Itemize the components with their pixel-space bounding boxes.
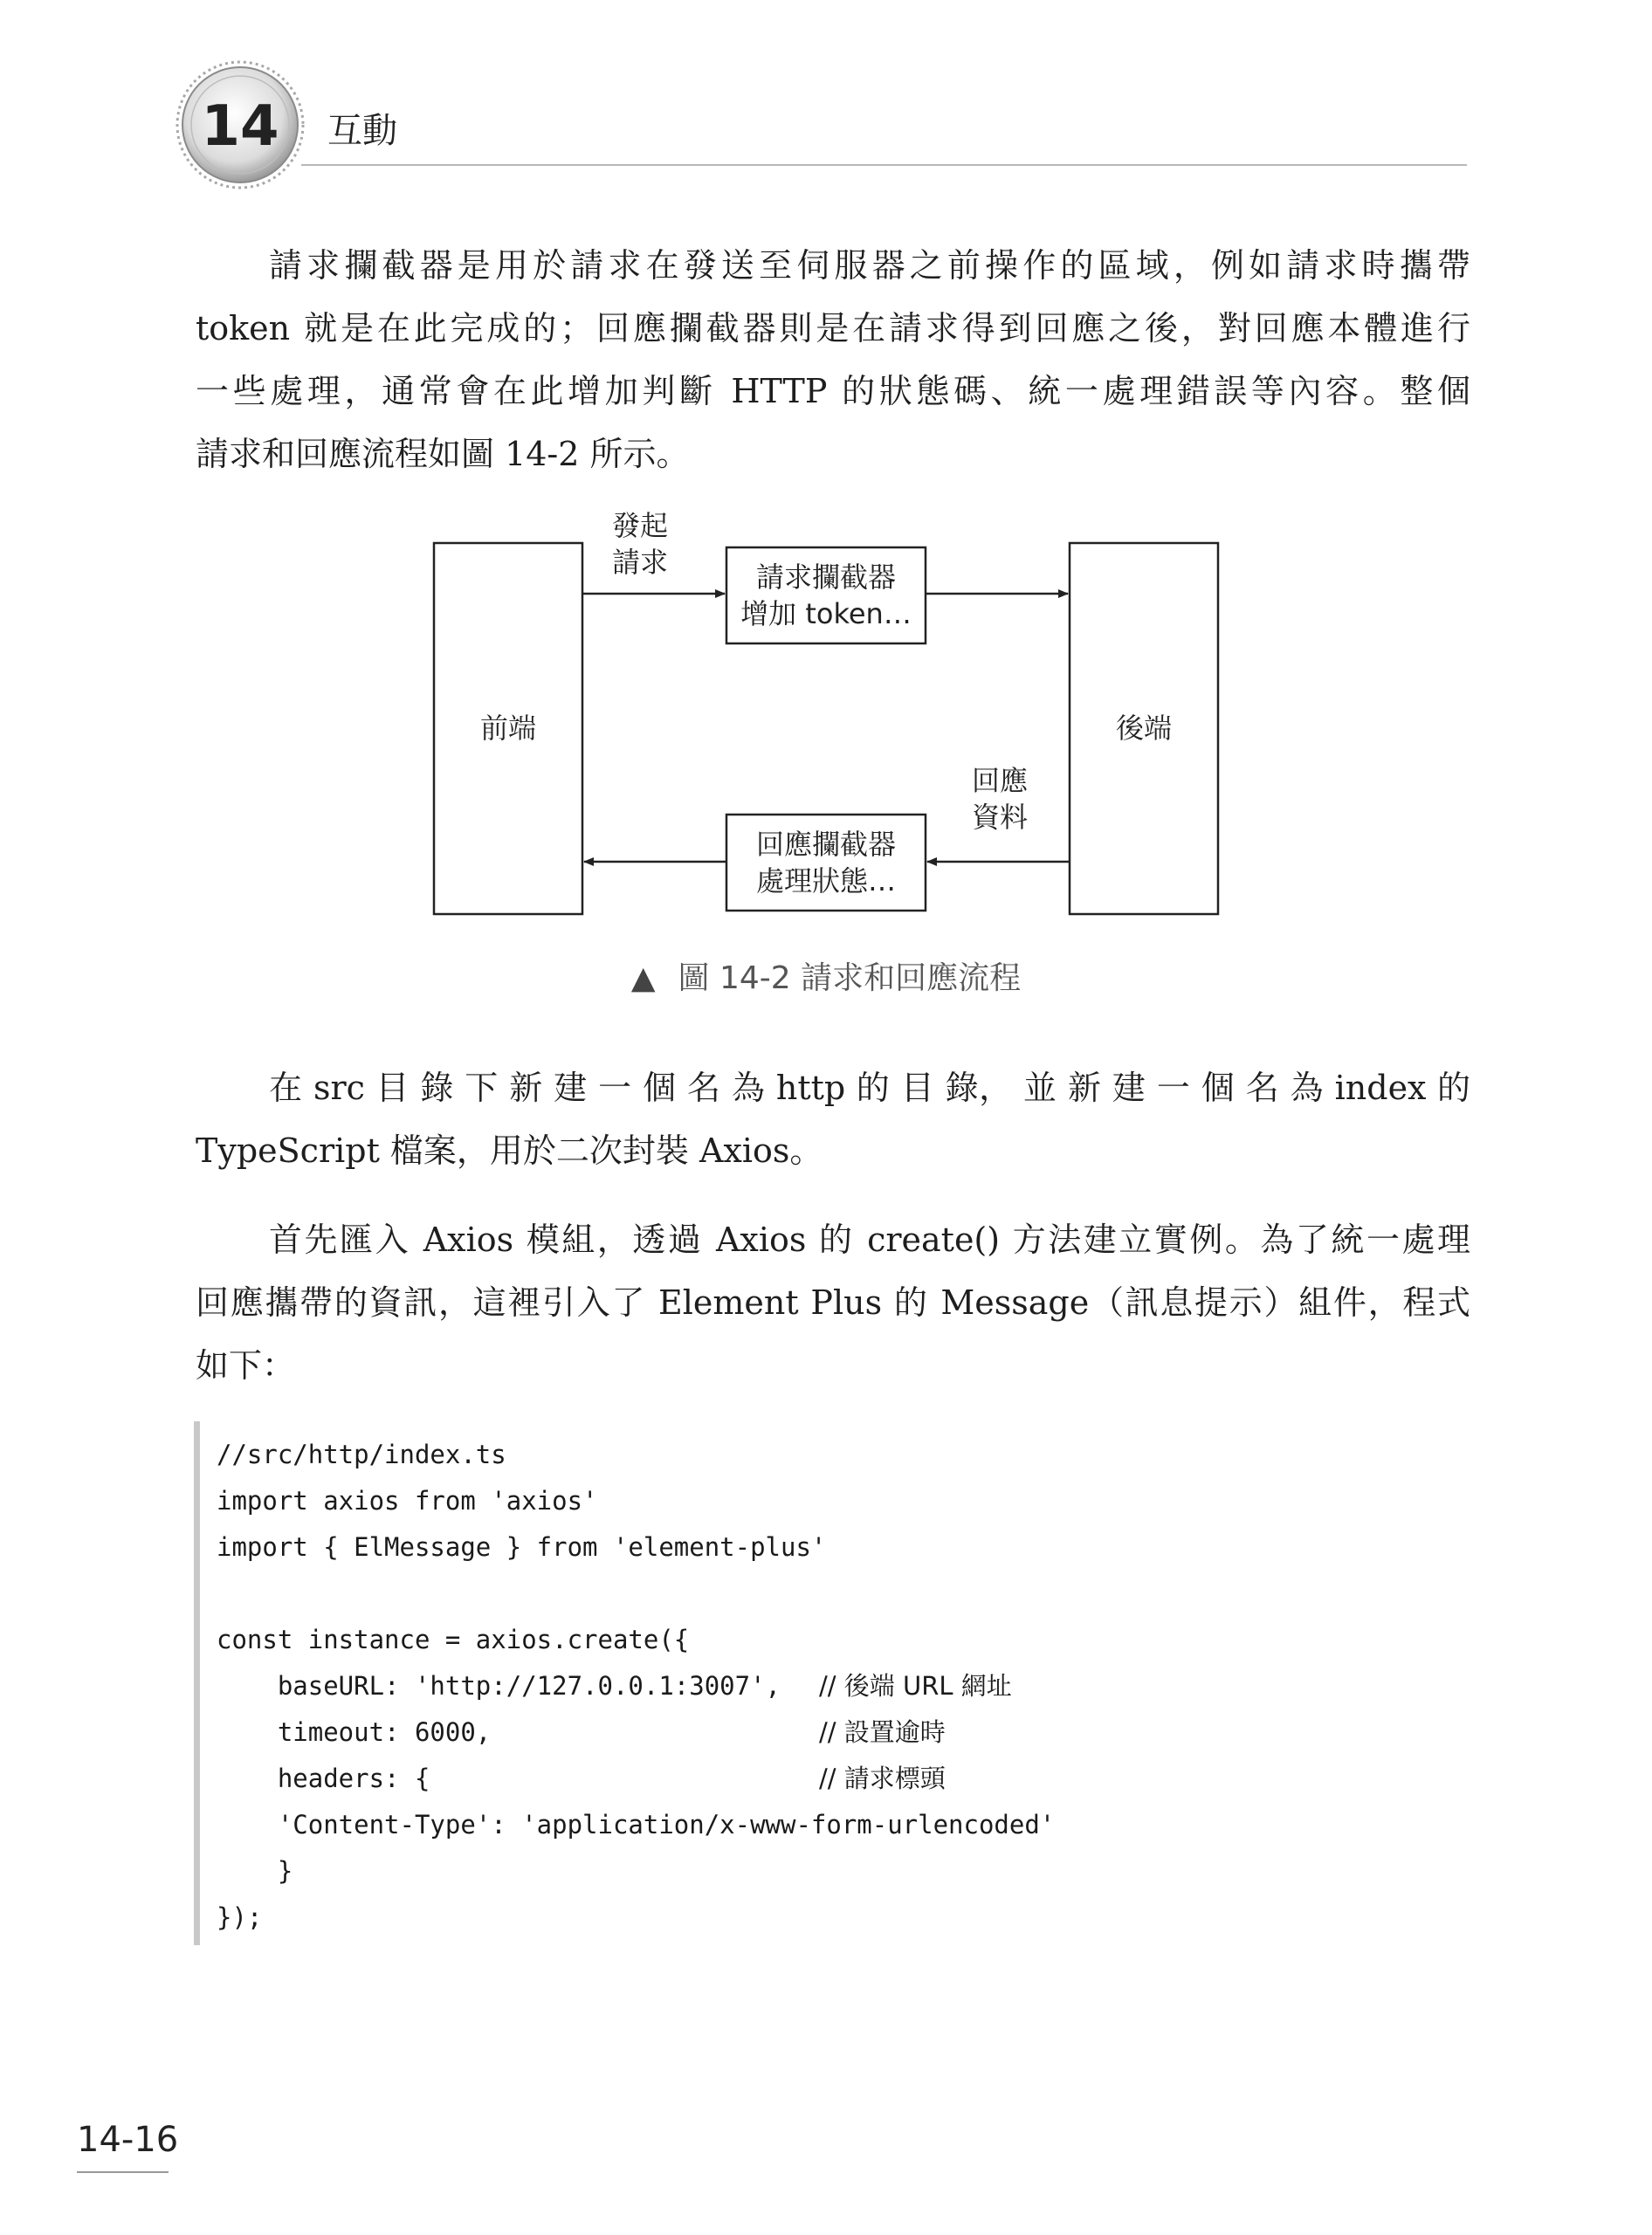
code-line xyxy=(217,1478,1474,1524)
request-interceptor-line: 增加 token… xyxy=(740,597,912,630)
request-arrow-label-line: 發起 xyxy=(611,509,668,542)
request-interceptor-label xyxy=(726,559,926,632)
code-comment: // 設置逾時 xyxy=(819,1717,946,1747)
code-text: //src/http/index.ts xyxy=(217,1440,506,1469)
code-text: baseURL: 'http://127.0.0.1:3007', xyxy=(217,1671,781,1701)
paragraph-line: 如下： xyxy=(196,1346,296,1385)
footer-divider xyxy=(77,2171,169,2173)
chapter-title: 互動 xyxy=(327,111,397,151)
frontend-label: 前端 xyxy=(479,712,536,745)
code-line xyxy=(217,1802,1474,1848)
code-text: 'Content-Type': 'application/x-www-form-urlencoded' xyxy=(217,1810,1056,1840)
paragraph-import-axios xyxy=(196,1208,1470,1397)
code-line xyxy=(217,1709,1474,1756)
paragraph-line: 一些處理，通常會在此增加判斷 HTTP 的狀態碼、統一處理錯誤等內容。整個 xyxy=(196,372,1470,410)
paragraph-line: 首先匯入 Axios 模組，透過 Axios 的 create() 方法建立實例。為了統一處理 xyxy=(269,1221,1470,1259)
code-line xyxy=(217,1617,1474,1663)
request-response-flow-diagram xyxy=(428,511,1231,921)
paragraph-intro xyxy=(196,234,1470,485)
code-text: timeout: 6000, xyxy=(217,1717,492,1747)
request-arrow-label xyxy=(592,507,688,581)
paragraph-line: TypeScript 檔案，用於二次封裝 Axios。 xyxy=(196,1131,823,1170)
paragraph-create-file xyxy=(196,1056,1470,1182)
page-number: 14-16 xyxy=(77,2120,179,2160)
code-block xyxy=(217,1432,1474,1941)
response-interceptor-line: 回應攔截器 xyxy=(755,828,896,861)
code-line xyxy=(217,1663,1474,1709)
paragraph-line: 請求和回應流程如圖 14-2 所示。 xyxy=(196,435,690,473)
code-text: import { ElMessage } from 'element-plus' xyxy=(217,1532,827,1562)
paragraph-line: 請求攔截器是用於請求在發送至伺服器之前操作的區域，例如請求時攜帶 xyxy=(269,246,1470,285)
code-line xyxy=(217,1524,1474,1571)
code-text: const instance = axios.create({ xyxy=(217,1625,690,1654)
paragraph-line: token 就是在此完成的；回應攔截器則是在請求得到回應之後，對回應本體進行 xyxy=(196,309,1470,347)
response-interceptor-line: 處理狀態… xyxy=(755,864,896,897)
chapter-badge xyxy=(175,59,306,190)
request-arrow-label-line: 請求 xyxy=(611,546,668,579)
code-line xyxy=(217,1432,1474,1478)
caption-text: 圖 14-2 請求和回應流程 xyxy=(678,960,1022,996)
code-comment: // 請求標頭 xyxy=(819,1764,946,1793)
code-text: } xyxy=(217,1856,293,1886)
response-arrow-label-line: 資料 xyxy=(971,801,1028,834)
response-interceptor-label xyxy=(726,826,926,899)
code-block-bar xyxy=(194,1421,200,1945)
chapter-number: 14 xyxy=(201,94,279,159)
code-comment: // 後端 URL 網址 xyxy=(819,1671,1012,1701)
backend-label: 後端 xyxy=(1115,712,1172,745)
paragraph-line: 回應攜帶的資訊，這裡引入了 Element Plus 的 Message（訊息提示）組件，程式 xyxy=(196,1283,1470,1322)
header-divider xyxy=(301,164,1467,166)
response-arrow-label-line: 回應 xyxy=(971,764,1028,797)
caption-triangle-icon: ▲ xyxy=(630,960,656,996)
code-line xyxy=(217,1895,1474,1941)
code-line xyxy=(217,1756,1474,1802)
code-text: import axios from 'axios' xyxy=(217,1486,598,1516)
code-line xyxy=(217,1571,1474,1617)
code-text: headers: { xyxy=(217,1764,430,1793)
paragraph-line: 在 src 目 錄 下 新 建 一 個 名 為 http 的 目 錄， 並 新 建 一 個 名 為 index 的 xyxy=(269,1069,1470,1107)
code-line xyxy=(217,1848,1474,1895)
request-interceptor-line: 請求攔截器 xyxy=(755,560,896,594)
response-arrow-label xyxy=(952,762,1048,836)
code-text: }); xyxy=(217,1902,263,1932)
figure-caption xyxy=(0,953,1652,998)
